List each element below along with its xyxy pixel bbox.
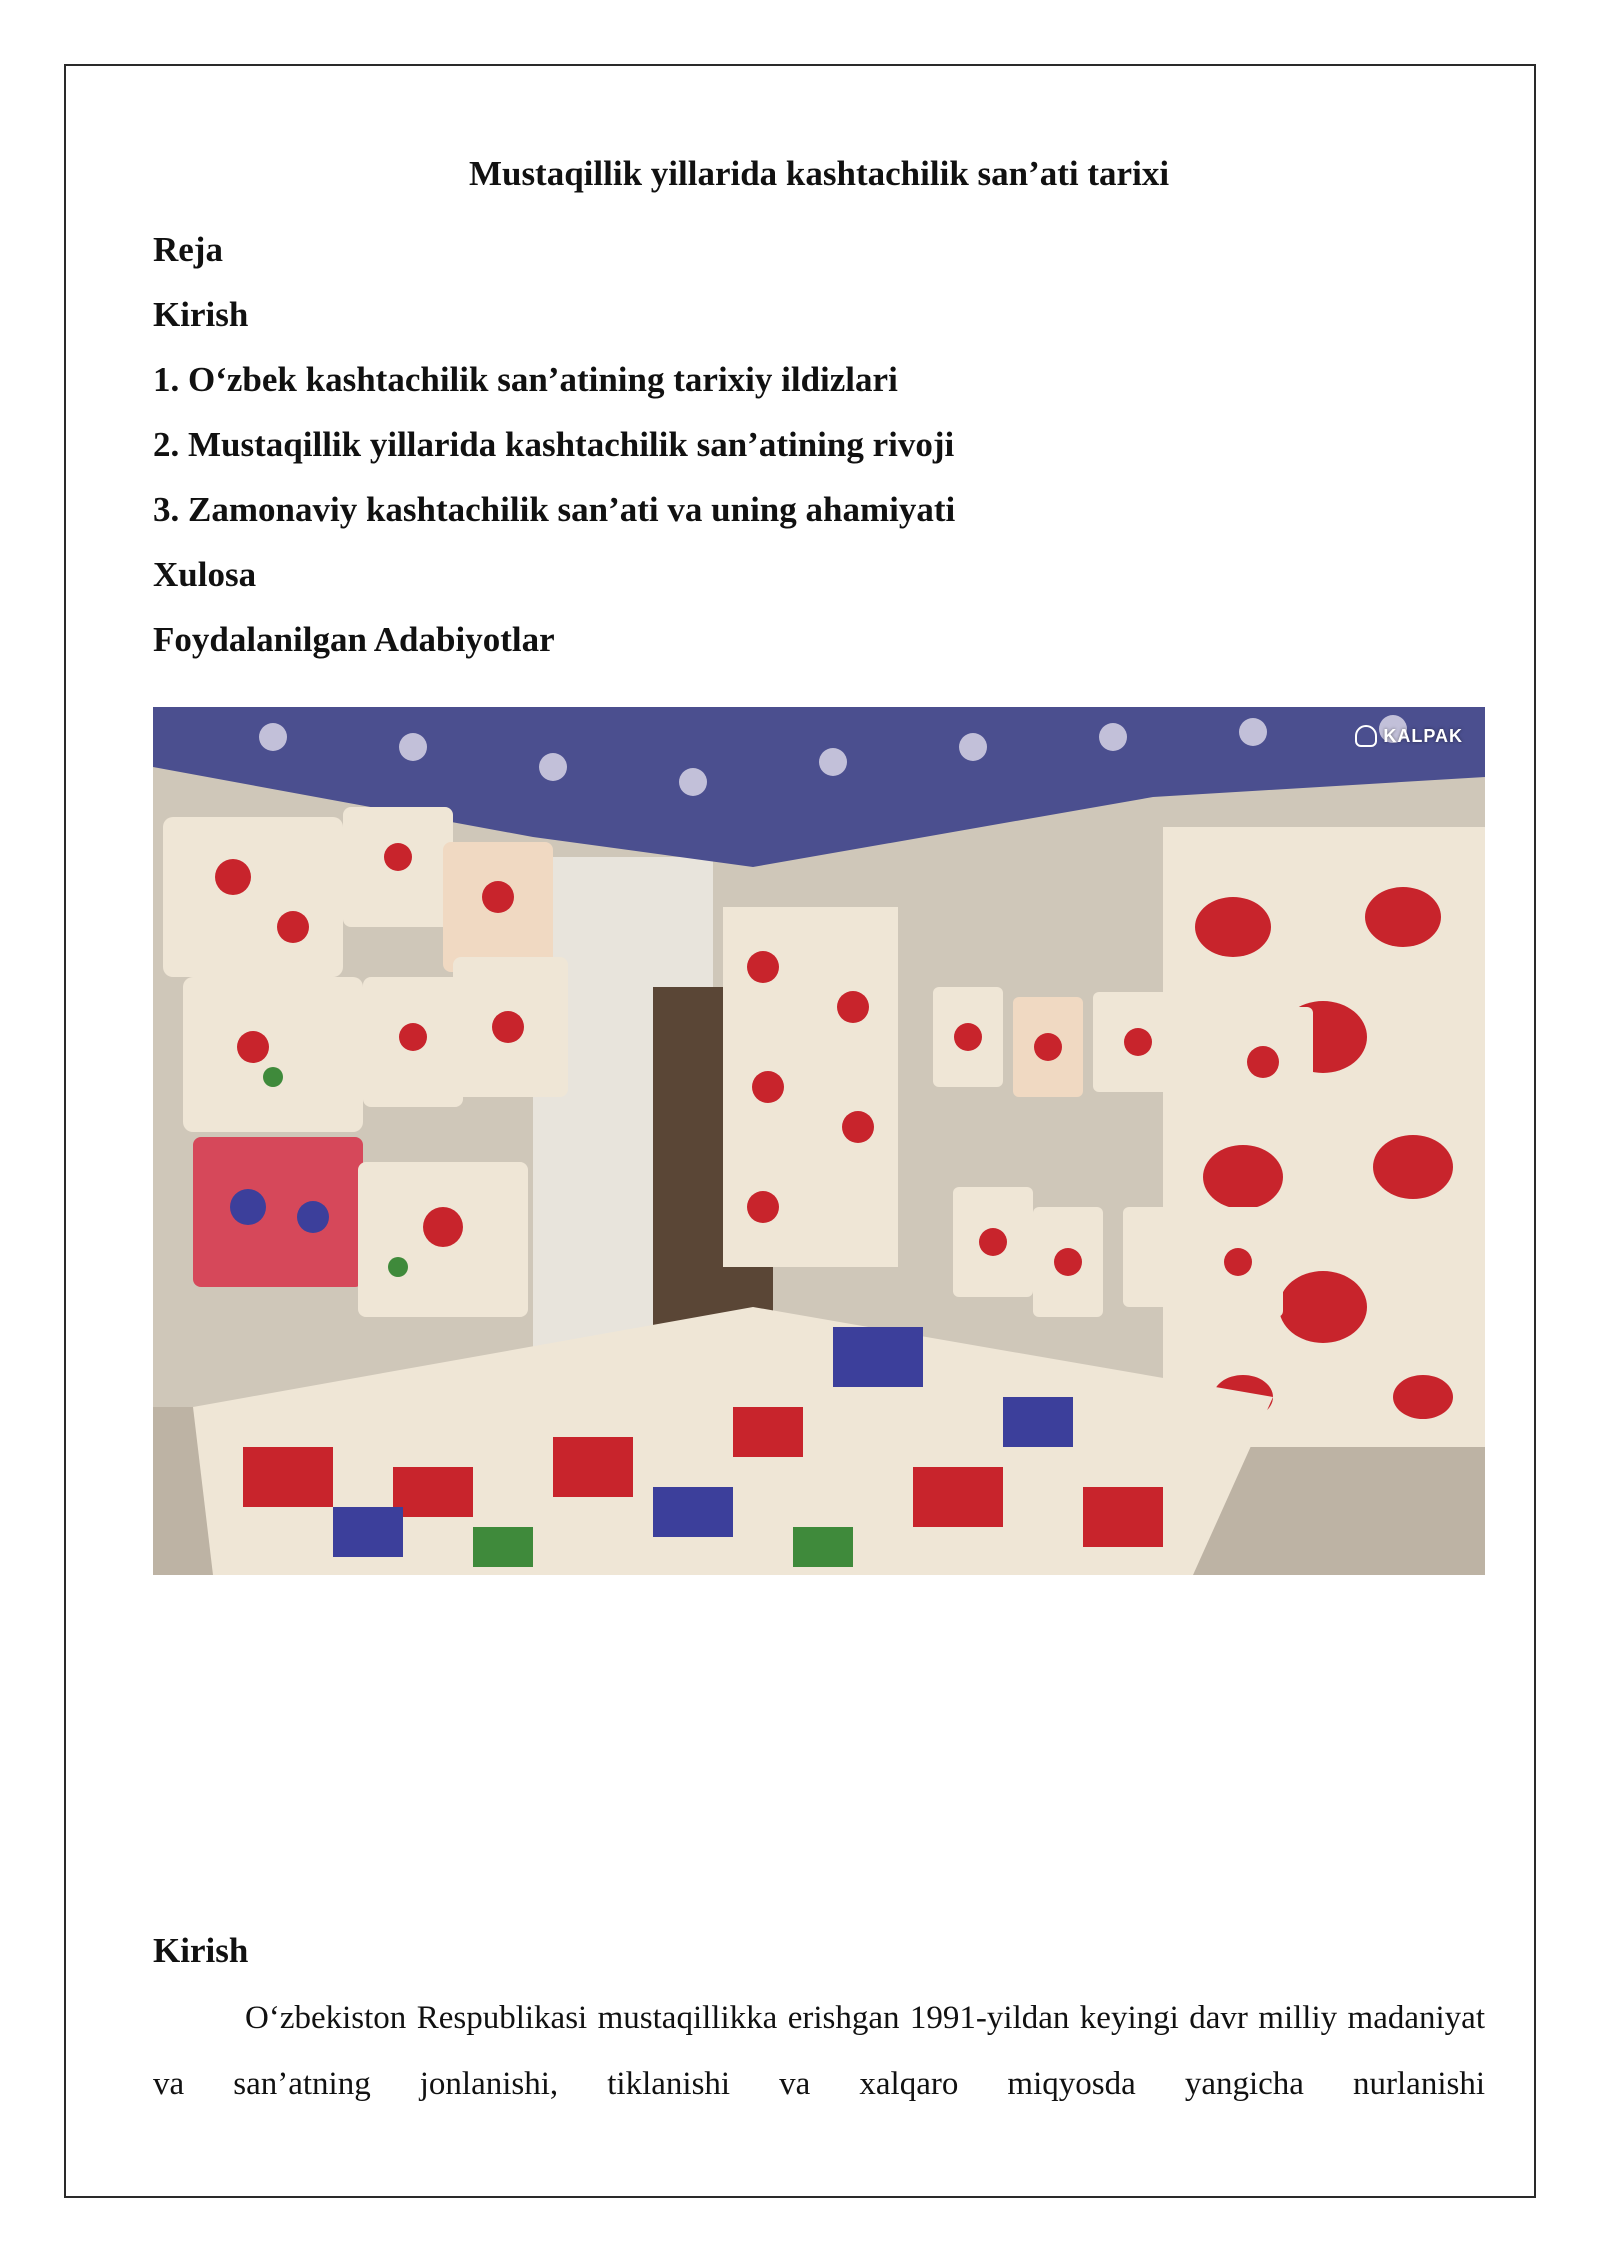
- photo-illustration: [153, 707, 1485, 1575]
- outline-item-2: 2. Mustaqillik yillarida kashtachilik san’atining rivoji: [153, 425, 955, 464]
- watermark: [1355, 725, 1463, 747]
- outline-item-3: 3. Zamonaviy kashtachilik san’ati va uning ahamiyati: [153, 490, 956, 529]
- outline-item-xulosa: Xulosa: [153, 555, 257, 594]
- kalpak-logo-icon: [1355, 725, 1377, 747]
- watermark-text: KALPAK: [1383, 725, 1463, 746]
- plan-outline: [153, 217, 955, 672]
- intro-paragraph: O‘zbekiston Respublikasi mustaqillikka erishgan 1991-yildan keyingi davr milliy madaniyat va san’atning jonlanishi, tiklanishi va xalqaro miqyosda yangicha nurlanishi: [153, 2000, 1485, 2102]
- outline-heading-reja: Reja: [153, 230, 223, 269]
- document-title: Mustaqillik yillarida kashtachilik san’ati tarixi: [468, 154, 1170, 193]
- embroidery-market-photo: [153, 707, 1485, 1575]
- outline-item-kirish: Kirish: [153, 295, 249, 334]
- outline-item-1: 1. O‘zbek kashtachilik san’atining tarixiy ildizlari: [153, 360, 898, 399]
- section-heading-kirish: Kirish: [153, 1931, 249, 1970]
- outline-item-adabiyotlar: Foydalanilgan Adabiyotlar: [153, 620, 555, 659]
